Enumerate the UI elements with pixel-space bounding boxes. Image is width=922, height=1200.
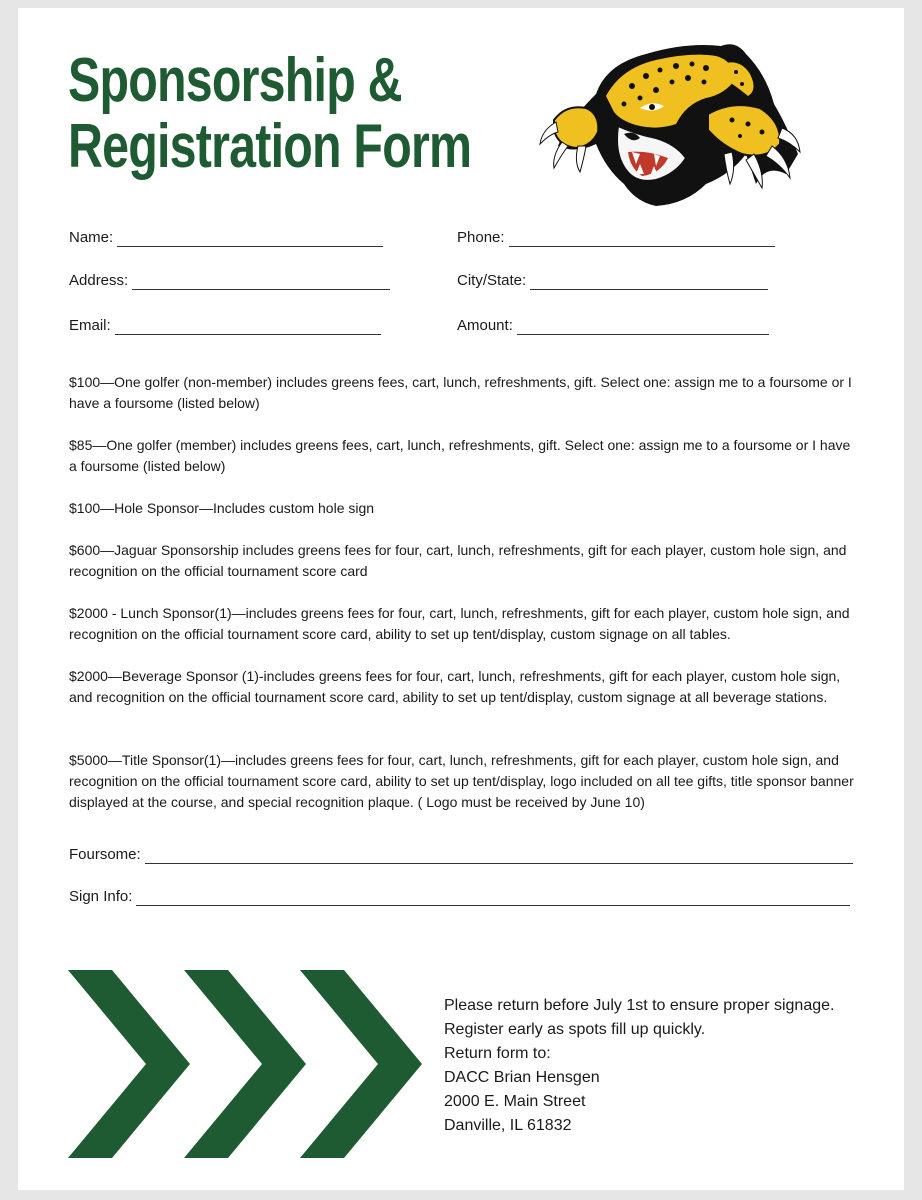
email-label: Email: [69, 317, 111, 334]
city-state-input-line[interactable] [530, 275, 768, 290]
phone-field[interactable] [457, 229, 775, 247]
return-city: Danville, IL 61832 [444, 1117, 572, 1134]
address-field[interactable] [69, 272, 390, 290]
option-non-member-golfer: $100—One golfer (non-member) includes greens fees, cart, lunch, refreshments, gift. Select one: assign me to a foursome or I have a foursome (listed below) [69, 374, 852, 411]
chevron-arrows-icon [68, 970, 424, 1158]
return-instructions [444, 994, 834, 1138]
return-form-to: Return form to: [444, 1045, 551, 1062]
option-jaguar-sponsorship: $600—Jaguar Sponsorship includes greens fees for four, cart, lunch, refreshments, gift for each player, custom hole sign, and recognition on the official tournament score card [69, 542, 847, 579]
name-field[interactable] [69, 229, 383, 247]
return-street: 2000 E. Main Street [444, 1093, 586, 1110]
return-deadline: Please return before July 1st to ensure proper signage. [444, 997, 835, 1014]
option-title-sponsor: $5000—Title Sponsor(1)—includes greens fees for four, cart, lunch, refreshments, gift for each player, custom hole sign, and recognition on the official tournament score card, ability to set up tent/display, logo included on all tee gifts, title sponsor banner displayed at the course, and special recognition plaque. ( Logo must be received by June 10) [69, 752, 854, 810]
register-early-note: Register early as spots fill up quickly. [444, 1021, 706, 1038]
sign-info-input-line[interactable] [136, 891, 850, 906]
name-input-line[interactable] [117, 232, 383, 247]
option-member-golfer: $85—One golfer (member) includes greens fees, cart, lunch, refreshments, gift. Select one: assign me to a foursome or I have a foursome (listed below) [69, 437, 851, 474]
sign-info-field[interactable] [69, 888, 850, 906]
return-contact-name: DACC Brian Hensgen [444, 1069, 600, 1086]
city-state-field[interactable] [457, 272, 768, 290]
option-beverage-sponsor: $2000—Beverage Sponsor (1)-includes greens fees for four, cart, lunch, refreshments, gift for each player, custom hole sign, and recognition on the official tournament score card, ability to set up tent/display, custom signage at all beverage stations. [69, 668, 841, 705]
page-title [68, 48, 471, 180]
option-lunch-sponsor: $2000 - Lunch Sponsor(1)—includes greens fees for four, cart, lunch, refreshments, gift for each player, custom hole sign, and recognition on the official tournament score card, ability to set up tent/display, custom signage on all tables. [69, 605, 850, 642]
phone-input-line[interactable] [509, 232, 775, 247]
form-page [18, 8, 904, 1190]
title-line-2: Registration Form [68, 112, 472, 181]
address-label: Address: [69, 272, 129, 289]
amount-label: Amount: [457, 317, 513, 334]
foursome-input-line[interactable] [145, 849, 853, 864]
jaguar-mascot-icon [536, 34, 802, 206]
name-label: Name: [69, 229, 114, 246]
foursome-field[interactable] [69, 846, 853, 864]
foursome-label: Foursome: [69, 846, 141, 863]
title-line-1: Sponsorship & [68, 46, 402, 115]
email-input-line[interactable] [115, 320, 381, 335]
amount-input-line[interactable] [517, 320, 769, 335]
amount-field[interactable] [457, 317, 769, 335]
email-field[interactable] [69, 317, 381, 335]
phone-label: Phone: [457, 229, 505, 246]
city-state-label: City/State: [457, 272, 527, 289]
option-hole-sponsor: $100—Hole Sponsor—Includes custom hole sign [69, 500, 375, 516]
address-input-line[interactable] [132, 275, 390, 290]
sign-info-label: Sign Info: [69, 888, 133, 905]
